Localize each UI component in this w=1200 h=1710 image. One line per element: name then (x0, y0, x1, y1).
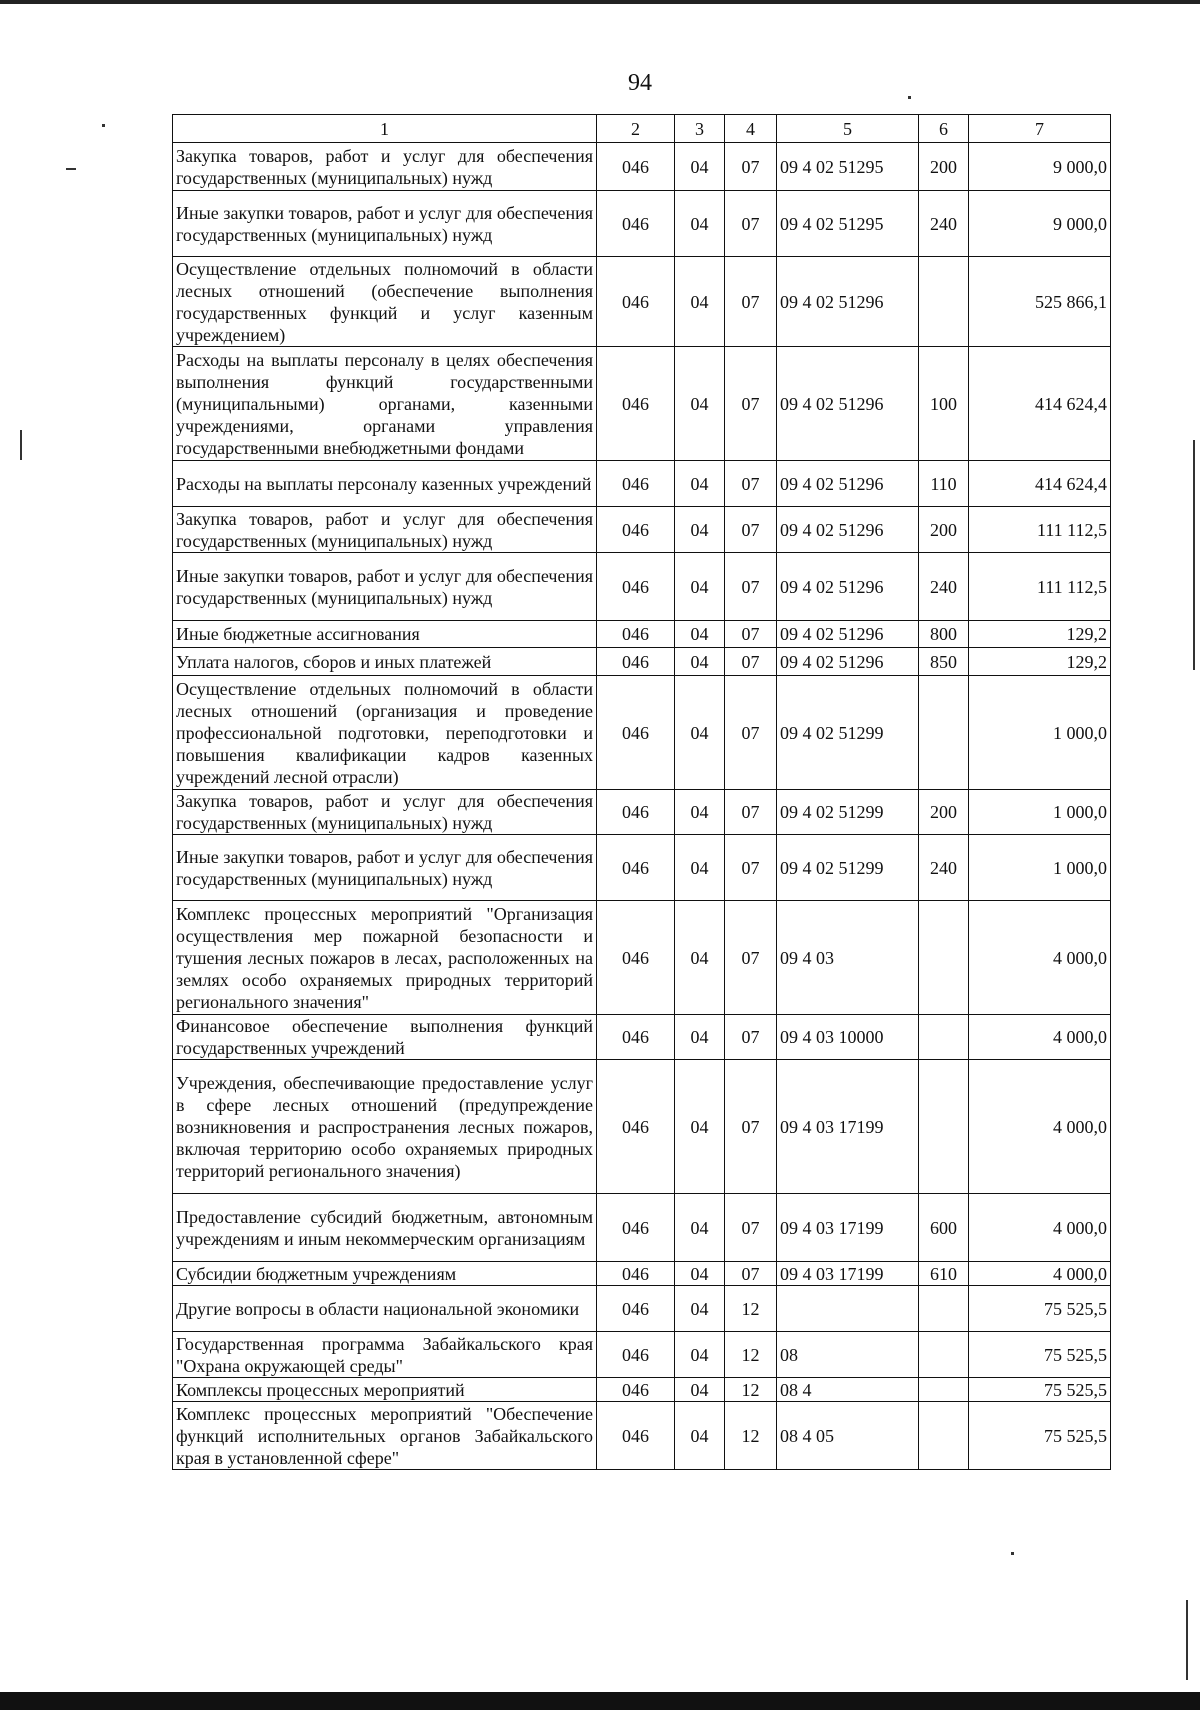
row-section-code: 04 (675, 191, 725, 257)
row-expense-type (919, 1060, 969, 1194)
row-section-code: 04 (675, 461, 725, 507)
header-col-5: 5 (777, 115, 919, 143)
row-subsection-code: 07 (725, 347, 777, 461)
row-expense-type (919, 1286, 969, 1332)
row-amount: 75 525,5 (969, 1402, 1111, 1470)
row-section-code: 04 (675, 621, 725, 648)
row-amount: 9 000,0 (969, 143, 1111, 191)
row-ved-code: 046 (597, 191, 675, 257)
row-ved-code: 046 (597, 1286, 675, 1332)
row-amount: 525 866,1 (969, 257, 1111, 347)
scan-speck (20, 430, 22, 460)
row-ved-code: 046 (597, 143, 675, 191)
row-expense-type (919, 901, 969, 1015)
row-name: Уплата налогов, сборов и иных платежей (173, 648, 597, 676)
row-target-article: 09 4 03 17199 (777, 1194, 919, 1262)
header-col-4: 4 (725, 115, 777, 143)
row-name: Закупка товаров, работ и услуг для обеспечения государственных (муниципальных) нужд (173, 143, 597, 191)
row-subsection-code: 12 (725, 1286, 777, 1332)
row-ved-code: 046 (597, 347, 675, 461)
row-section-code: 04 (675, 553, 725, 621)
scan-edge-line (1186, 1600, 1188, 1680)
row-subsection-code: 07 (725, 835, 777, 901)
row-section-code: 04 (675, 648, 725, 676)
table-body (173, 143, 1111, 1470)
table-row (173, 1015, 1111, 1060)
row-section-code: 04 (675, 507, 725, 553)
row-section-code: 04 (675, 1060, 725, 1194)
row-name: Расходы на выплаты персоналу казенных учреждений (173, 461, 597, 507)
row-name: Осуществление отдельных полномочий в области лесных отношений (организация и проведение профессиональной подготовки, переподготовки и повышения квалификации кадров казенных учреждений лесной отрасли) (173, 676, 597, 790)
row-expense-type: 600 (919, 1194, 969, 1262)
row-name: Государственная программа Забайкальского края "Охрана окружающей среды" (173, 1332, 597, 1378)
row-subsection-code: 07 (725, 507, 777, 553)
row-section-code: 04 (675, 835, 725, 901)
row-ved-code: 046 (597, 507, 675, 553)
row-amount: 4 000,0 (969, 1015, 1111, 1060)
row-amount: 4 000,0 (969, 1194, 1111, 1262)
row-target-article: 09 4 02 51296 (777, 553, 919, 621)
row-target-article: 08 4 (777, 1378, 919, 1402)
row-subsection-code: 07 (725, 143, 777, 191)
row-amount: 129,2 (969, 648, 1111, 676)
row-subsection-code: 07 (725, 676, 777, 790)
row-amount: 111 112,5 (969, 553, 1111, 621)
row-name: Комплекс процессных мероприятий "Обеспечение функций исполнительных органов Забайкальского края в установленной сфере" (173, 1402, 597, 1470)
row-expense-type: 800 (919, 621, 969, 648)
row-expense-type (919, 1015, 969, 1060)
row-target-article: 09 4 03 (777, 901, 919, 1015)
row-name: Иные закупки товаров, работ и услуг для обеспечения государственных (муниципальных) нужд (173, 553, 597, 621)
row-subsection-code: 07 (725, 621, 777, 648)
scan-bottom-band (0, 1692, 1200, 1710)
row-ved-code: 046 (597, 1015, 675, 1060)
row-ved-code: 046 (597, 1060, 675, 1194)
row-expense-type: 240 (919, 553, 969, 621)
row-subsection-code: 07 (725, 1262, 777, 1286)
table-row (173, 676, 1111, 790)
row-ved-code: 046 (597, 1194, 675, 1262)
row-expense-type: 240 (919, 191, 969, 257)
budget-table (172, 114, 1111, 1470)
row-ved-code: 046 (597, 790, 675, 835)
row-target-article: 09 4 02 51299 (777, 835, 919, 901)
row-target-article: 09 4 02 51296 (777, 257, 919, 347)
row-target-article (777, 1286, 919, 1332)
table-row (173, 1060, 1111, 1194)
row-section-code: 04 (675, 347, 725, 461)
row-expense-type (919, 676, 969, 790)
row-amount: 4 000,0 (969, 901, 1111, 1015)
scan-speck (102, 124, 105, 127)
table-row (173, 648, 1111, 676)
row-amount: 111 112,5 (969, 507, 1111, 553)
header-col-2: 2 (597, 115, 675, 143)
table-row (173, 790, 1111, 835)
table-row (173, 901, 1111, 1015)
table-row (173, 1402, 1111, 1470)
row-subsection-code: 12 (725, 1402, 777, 1470)
table-row (173, 1332, 1111, 1378)
table-row (173, 553, 1111, 621)
row-name: Комплекс процессных мероприятий "Организация осуществления мер пожарной безопасности и тушения лесных пожаров в лесах, расположенных на землях особо охраняемых природных территорий регионального значения" (173, 901, 597, 1015)
row-target-article: 09 4 02 51296 (777, 347, 919, 461)
row-ved-code: 046 (597, 676, 675, 790)
row-section-code: 04 (675, 1194, 725, 1262)
row-name: Другие вопросы в области национальной экономики (173, 1286, 597, 1332)
row-target-article: 09 4 02 51295 (777, 191, 919, 257)
row-ved-code: 046 (597, 553, 675, 621)
table-header-row (173, 115, 1111, 143)
row-section-code: 04 (675, 1332, 725, 1378)
table-row (173, 507, 1111, 553)
table-row (173, 257, 1111, 347)
row-name: Учреждения, обеспечивающие предоставление услуг в сфере лесных отношений (предупреждение возникновения и распространения лесных пожаров, включая территорию особо охраняемых природных территорий регионального значения) (173, 1060, 597, 1194)
row-name: Иные закупки товаров, работ и услуг для обеспечения государственных (муниципальных) нужд (173, 191, 597, 257)
row-expense-type (919, 1378, 969, 1402)
row-ved-code: 046 (597, 648, 675, 676)
row-expense-type: 110 (919, 461, 969, 507)
row-name: Закупка товаров, работ и услуг для обеспечения государственных (муниципальных) нужд (173, 790, 597, 835)
row-name: Иные закупки товаров, работ и услуг для обеспечения государственных (муниципальных) нужд (173, 835, 597, 901)
row-ved-code: 046 (597, 901, 675, 1015)
row-target-article: 09 4 03 17199 (777, 1060, 919, 1194)
row-subsection-code: 07 (725, 1015, 777, 1060)
row-target-article: 09 4 02 51296 (777, 507, 919, 553)
row-ved-code: 046 (597, 1378, 675, 1402)
scan-edge-line (1193, 440, 1195, 670)
row-subsection-code: 07 (725, 191, 777, 257)
row-section-code: 04 (675, 790, 725, 835)
row-section-code: 04 (675, 676, 725, 790)
row-target-article: 09 4 02 51296 (777, 621, 919, 648)
row-section-code: 04 (675, 1402, 725, 1470)
row-expense-type: 200 (919, 790, 969, 835)
scan-speck (66, 168, 76, 170)
table-row (173, 461, 1111, 507)
table-row (173, 191, 1111, 257)
row-name: Осуществление отдельных полномочий в области лесных отношений (обеспечение выполнения государственных функций и услуг казенным учреждением) (173, 257, 597, 347)
header-col-3: 3 (675, 115, 725, 143)
row-expense-type: 240 (919, 835, 969, 901)
row-amount: 75 525,5 (969, 1286, 1111, 1332)
row-subsection-code: 07 (725, 257, 777, 347)
row-target-article: 09 4 03 10000 (777, 1015, 919, 1060)
row-section-code: 04 (675, 1262, 725, 1286)
table-row (173, 1262, 1111, 1286)
row-subsection-code: 07 (725, 901, 777, 1015)
row-name: Предоставление субсидий бюджетным, автономным учреждениям и иным некоммерческим организациям (173, 1194, 597, 1262)
header-col-6: 6 (919, 115, 969, 143)
scan-speck (1011, 1552, 1014, 1555)
row-subsection-code: 12 (725, 1378, 777, 1402)
row-section-code: 04 (675, 1378, 725, 1402)
row-amount: 75 525,5 (969, 1378, 1111, 1402)
row-amount: 75 525,5 (969, 1332, 1111, 1378)
row-subsection-code: 07 (725, 553, 777, 621)
row-expense-type: 100 (919, 347, 969, 461)
row-target-article: 09 4 02 51299 (777, 676, 919, 790)
row-section-code: 04 (675, 1286, 725, 1332)
row-ved-code: 046 (597, 621, 675, 648)
table-row (173, 347, 1111, 461)
table-row (173, 1286, 1111, 1332)
row-amount: 1 000,0 (969, 835, 1111, 901)
row-expense-type: 610 (919, 1262, 969, 1286)
row-section-code: 04 (675, 901, 725, 1015)
row-amount: 414 624,4 (969, 347, 1111, 461)
row-ved-code: 046 (597, 835, 675, 901)
row-target-article: 09 4 03 17199 (777, 1262, 919, 1286)
row-subsection-code: 07 (725, 1194, 777, 1262)
table-row (173, 1378, 1111, 1402)
scan-top-edge (0, 0, 1200, 4)
row-amount: 4 000,0 (969, 1262, 1111, 1286)
row-target-article: 09 4 02 51299 (777, 790, 919, 835)
row-section-code: 04 (675, 143, 725, 191)
row-target-article: 09 4 02 51296 (777, 648, 919, 676)
row-expense-type: 200 (919, 507, 969, 553)
row-subsection-code: 07 (725, 648, 777, 676)
row-subsection-code: 12 (725, 1332, 777, 1378)
row-amount: 1 000,0 (969, 790, 1111, 835)
row-target-article: 08 4 05 (777, 1402, 919, 1470)
row-name: Комплексы процессных мероприятий (173, 1378, 597, 1402)
row-expense-type: 200 (919, 143, 969, 191)
row-amount: 129,2 (969, 621, 1111, 648)
row-name: Расходы на выплаты персоналу в целях обеспечения выполнения функций государственными (муниципальными) органами, казенными учреждениями, органами управления государственными внебюджетными фондами (173, 347, 597, 461)
table-row (173, 143, 1111, 191)
row-ved-code: 046 (597, 1262, 675, 1286)
row-ved-code: 046 (597, 1332, 675, 1378)
row-subsection-code: 07 (725, 790, 777, 835)
row-name: Закупка товаров, работ и услуг для обеспечения государственных (муниципальных) нужд (173, 507, 597, 553)
row-target-article: 09 4 02 51296 (777, 461, 919, 507)
row-subsection-code: 07 (725, 1060, 777, 1194)
row-ved-code: 046 (597, 461, 675, 507)
header-col-1: 1 (173, 115, 597, 143)
row-name: Субсидии бюджетным учреждениям (173, 1262, 597, 1286)
table-row (173, 621, 1111, 648)
row-ved-code: 046 (597, 257, 675, 347)
row-expense-type (919, 257, 969, 347)
header-col-7: 7 (969, 115, 1111, 143)
page-number: 94 (628, 70, 652, 96)
row-name: Финансовое обеспечение выполнения функций государственных учреждений (173, 1015, 597, 1060)
row-amount: 4 000,0 (969, 1060, 1111, 1194)
row-target-article: 09 4 02 51295 (777, 143, 919, 191)
row-expense-type: 850 (919, 648, 969, 676)
row-expense-type (919, 1332, 969, 1378)
row-amount: 9 000,0 (969, 191, 1111, 257)
row-section-code: 04 (675, 1015, 725, 1060)
table-row (173, 1194, 1111, 1262)
row-section-code: 04 (675, 257, 725, 347)
row-name: Иные бюджетные ассигнования (173, 621, 597, 648)
row-expense-type (919, 1402, 969, 1470)
row-amount: 414 624,4 (969, 461, 1111, 507)
table-row (173, 835, 1111, 901)
row-ved-code: 046 (597, 1402, 675, 1470)
row-subsection-code: 07 (725, 461, 777, 507)
row-target-article: 08 (777, 1332, 919, 1378)
row-amount: 1 000,0 (969, 676, 1111, 790)
